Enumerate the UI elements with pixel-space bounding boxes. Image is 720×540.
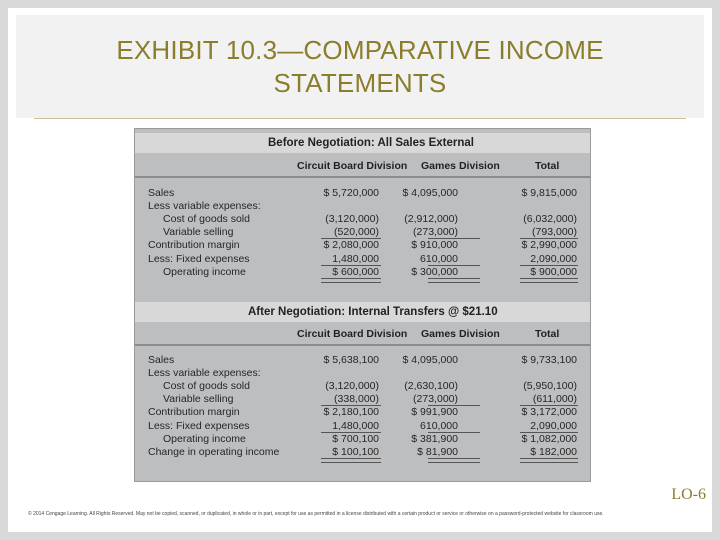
row-value: $ 900,000 bbox=[530, 265, 577, 278]
col-circuit-board: Circuit Board Division bbox=[297, 160, 408, 172]
slide-title bbox=[16, 34, 704, 100]
col-games: Games Division bbox=[421, 160, 500, 172]
row-value: 1,480,000 bbox=[332, 252, 379, 265]
row-value: (3,120,000) bbox=[325, 380, 379, 393]
row-value: $ 9,815,000 bbox=[521, 187, 577, 199]
row-value: (273,000) bbox=[413, 393, 458, 406]
row-value: (273,000) bbox=[413, 226, 458, 239]
row-value: (6,032,000) bbox=[523, 213, 577, 226]
row-value: (611,000) bbox=[532, 393, 577, 406]
row-label: Less: Fixed expenses bbox=[148, 252, 250, 265]
col-games: Games Division bbox=[421, 328, 500, 340]
row-value: $ 381,900 bbox=[411, 432, 458, 445]
row-value: $ 910,000 bbox=[411, 239, 458, 252]
col-total: Total bbox=[535, 160, 560, 172]
row-label: Cost of goods sold bbox=[163, 213, 250, 226]
before-column-headers bbox=[135, 157, 590, 175]
table-row bbox=[135, 187, 590, 200]
before-header-separator bbox=[135, 176, 590, 178]
after-column-headers bbox=[135, 325, 590, 343]
row-value: 2,090,000 bbox=[530, 419, 577, 432]
row-label: Operating income bbox=[163, 432, 246, 445]
table-row bbox=[135, 406, 590, 419]
table-row bbox=[135, 367, 590, 380]
col-circuit-board: Circuit Board Division bbox=[297, 328, 408, 340]
row-value: $ 3,172,000 bbox=[521, 406, 577, 419]
before-section-heading: Before Negotiation: All Sales External bbox=[135, 133, 590, 153]
double-underline-rule bbox=[321, 458, 381, 463]
row-value: (2,630,100) bbox=[404, 380, 458, 393]
double-underline-rule bbox=[321, 278, 381, 283]
double-underline-rule bbox=[520, 458, 578, 463]
row-value: $ 4,095,000 bbox=[402, 354, 458, 366]
col-total: Total bbox=[535, 328, 560, 340]
row-value: $ 9,733,100 bbox=[521, 354, 577, 366]
row-value: $ 182,000 bbox=[530, 445, 577, 458]
table-row bbox=[135, 380, 590, 393]
learning-objective-tag: LO-6 bbox=[671, 486, 706, 503]
row-value: $ 600,000 bbox=[332, 265, 379, 278]
row-value: $ 700,100 bbox=[332, 432, 379, 445]
row-value: $ 2,990,000 bbox=[521, 239, 577, 252]
table-row bbox=[135, 253, 590, 266]
row-value: (2,912,000) bbox=[404, 213, 458, 226]
row-value: $ 2,080,000 bbox=[323, 239, 379, 252]
row-value: $ 5,720,000 bbox=[323, 187, 379, 199]
row-value: $ 4,095,000 bbox=[402, 187, 458, 199]
row-value: (5,950,100) bbox=[523, 380, 577, 393]
row-label: Contribution margin bbox=[148, 239, 240, 252]
table-row bbox=[135, 239, 590, 252]
row-label: Less: Fixed expenses bbox=[148, 419, 250, 432]
row-label: Operating income bbox=[163, 265, 246, 278]
title-divider bbox=[34, 118, 686, 119]
after-section-heading: After Negotiation: Internal Transfers @ $21.10 bbox=[135, 302, 590, 322]
row-value: $ 2,180,100 bbox=[323, 406, 379, 419]
row-value: 610,000 bbox=[420, 252, 458, 265]
double-underline-rule bbox=[428, 458, 480, 463]
table-row bbox=[135, 354, 590, 367]
row-label: Less variable expenses: bbox=[148, 200, 261, 213]
double-underline-rule bbox=[520, 278, 578, 283]
row-label: Cost of goods sold bbox=[163, 380, 250, 393]
row-label: Sales bbox=[148, 354, 175, 366]
row-value: $ 991,900 bbox=[411, 406, 458, 419]
table-row bbox=[135, 226, 590, 239]
copyright-footer: © 2014 Cengage Learning. All Rights Reserved. May not be copied, scanned, or duplicated, in whole or in part, except for use as permitted in a license distributed with a certain product or service or otherwise on a password-protected website for classroom use. bbox=[28, 511, 604, 517]
title-line-2: STATEMENTS bbox=[273, 68, 447, 98]
row-value: 610,000 bbox=[420, 419, 458, 432]
table-row bbox=[135, 213, 590, 226]
table-row bbox=[135, 393, 590, 406]
row-value: $ 1,082,000 bbox=[521, 432, 577, 445]
row-label: Sales bbox=[148, 187, 175, 199]
row-value: $ 100,100 bbox=[332, 445, 379, 458]
row-label: Change in operating income bbox=[148, 445, 280, 458]
row-label: Variable selling bbox=[163, 393, 234, 406]
title-line-1: EXHIBIT 10.3—COMPARATIVE INCOME bbox=[116, 35, 604, 65]
table-row bbox=[135, 420, 590, 433]
row-value: $ 81,900 bbox=[417, 445, 458, 458]
income-statement-exhibit bbox=[134, 128, 591, 482]
table-row bbox=[135, 433, 590, 446]
row-label: Variable selling bbox=[163, 226, 234, 239]
row-value: (338,000) bbox=[334, 393, 379, 406]
row-label: Less variable expenses: bbox=[148, 367, 261, 380]
row-value: (793,000) bbox=[532, 226, 577, 239]
row-value: 1,480,000 bbox=[332, 419, 379, 432]
row-value: (3,120,000) bbox=[325, 213, 379, 226]
row-value: $ 300,000 bbox=[411, 265, 458, 278]
double-underline-rule bbox=[428, 278, 480, 283]
table-row bbox=[135, 200, 590, 213]
after-header-separator bbox=[135, 344, 590, 346]
row-value: $ 5,638,100 bbox=[323, 354, 379, 366]
table-row bbox=[135, 266, 590, 279]
row-value: 2,090,000 bbox=[530, 252, 577, 265]
table-row bbox=[135, 446, 590, 459]
row-label: Contribution margin bbox=[148, 406, 240, 419]
row-value: (520,000) bbox=[334, 226, 379, 239]
